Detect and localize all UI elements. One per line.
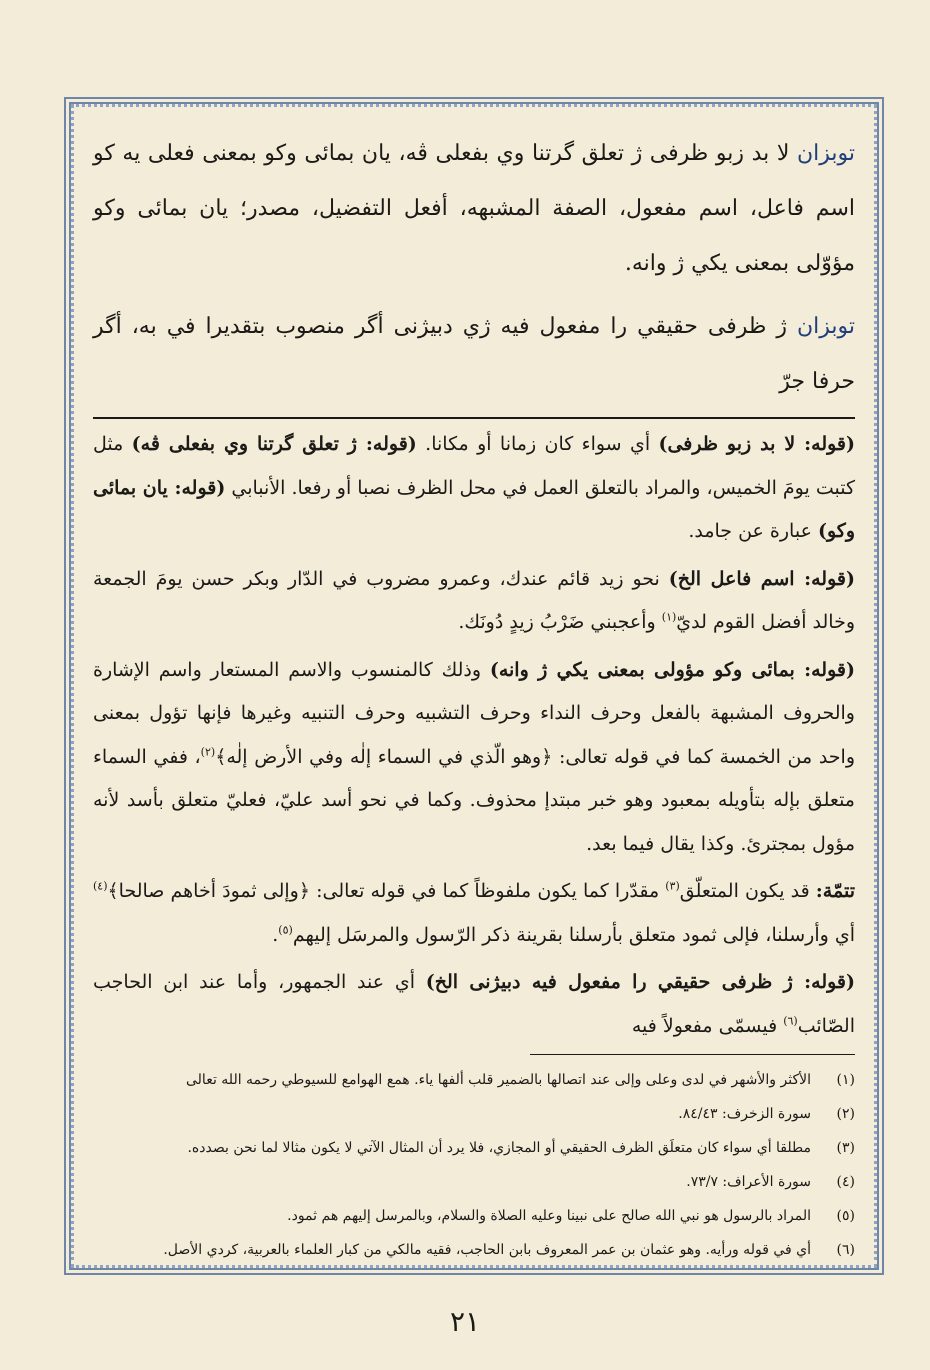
footnote-number: (٦) <box>836 1242 855 1258</box>
footnote-number: (٥) <box>836 1208 855 1224</box>
commentary-paragraph-4 <box>93 870 855 957</box>
page-content <box>93 126 856 1258</box>
footnote-text: الأكثر والأشهر في لدى وعلى وإلى عند اتصالها بالضمير قلب ألفها ياء. همع الهوامع للسيوطي رحمه الله تعالى <box>186 1072 811 1088</box>
comment-ref: (قوله: لا بد زبو ظرفى) <box>658 433 856 455</box>
commentary-paragraph-2 <box>93 558 855 645</box>
comment-text: عبارة عن جامد. <box>688 520 818 542</box>
comment-ref: (قوله: اسم فاعل الخ) <box>668 567 855 590</box>
footnote-number: (٢) <box>836 1106 855 1122</box>
footnotes <box>93 1063 855 1267</box>
footnote-number: (٤) <box>836 1174 855 1190</box>
main-paragraph-1 <box>93 126 855 291</box>
commentary-paragraph-3 <box>93 649 855 867</box>
footnote-marker[interactable]: (٦) <box>783 1014 798 1028</box>
comment-ref: (قوله: يان بمائى وكو) <box>93 476 855 542</box>
footnote-item <box>93 1165 855 1199</box>
comment-text: قد يكون المتعلّق <box>679 880 816 902</box>
comment-text: فيسمّى مفعولاً فيه <box>631 1014 784 1037</box>
section-divider <box>93 417 855 419</box>
footnote-number: (٣) <box>836 1140 855 1156</box>
footnote-marker[interactable]: (٢) <box>200 745 216 759</box>
footnote-item <box>93 1233 855 1267</box>
footnote-item <box>93 1199 855 1233</box>
para1-text: لا بد زبو ظرفى ژ تعلق گرتنا وي بفعلى ڤه، يان بمائى وكو بمعنى فعلى يه كو اسم فاعل، اسم مفعول، الصفة المشبهه، أفعل التفضيل، مصدر؛ يان بمائى وكو مؤوّلى بمعنى يكي ژ وانه. <box>93 141 855 276</box>
comment-text: أي وأرسلنا، فإلى ثمود متعلق بأرسلنا بقرينة ذكر الرّسول والمرسَل إليهم <box>292 923 855 946</box>
commentary <box>93 423 855 1048</box>
commentary-paragraph-5 <box>93 961 855 1048</box>
footnote-item <box>93 1097 855 1131</box>
para2-label: توبزان <box>796 314 855 339</box>
footnote-marker[interactable]: (١) <box>661 610 677 624</box>
comment-text: وأعجبني ضَرْبُ زيدٍ دُونَك. <box>458 611 662 633</box>
comment-text: وذلك كالمنسوب والاسم المستعار واسم الإشارة والحروف المشبهة بالفعل وحرف النداء وحرف التشبيه وحرف التنبيه وغيرها فإنها تؤول بمعنى واحد من الخمسة كما في قوله تعالى: ﴿وهو الّذي في السماء إلٰه وفي الأرض إلٰه﴾ <box>93 658 855 768</box>
footnote-text: سورة الأعراف: ٧٣/٧. <box>686 1174 811 1190</box>
comment-ref: (قوله: ژ تعلق گرتنا وي بفعلى ڤه) <box>131 433 417 455</box>
footnote-text: أي في قوله ورأيه. وهو عثمان بن عمر المعروف بابن الحاجب، فقيه مالكي من كبار العلماء بالعربية، كردي الأصل. <box>163 1242 811 1258</box>
main-paragraph-2 <box>93 299 855 409</box>
comment-ref: (قوله: ژ ظرفى حقيقي را مفعول فيه دبيژنى الخ) <box>425 971 856 993</box>
comment-text: مقدّرا كما يكون ملفوظاً كما في قوله تعالى: ﴿وإلى ثمودَ أخاهم صالحا﴾ <box>107 880 666 902</box>
footnote-number: (١) <box>836 1072 855 1088</box>
comment-ref: تتمّة: <box>815 880 856 902</box>
footnote-item <box>93 1131 855 1165</box>
para1-label: توبزان <box>796 141 855 166</box>
footnote-marker[interactable]: (٤) <box>93 879 108 893</box>
footnote-marker[interactable]: (٣) <box>665 879 680 893</box>
footnote-item <box>93 1063 855 1097</box>
comment-text: أي عند الجمهور، وأما عند ابن الحاجب الصّائب <box>93 971 855 1037</box>
footnote-text: مطلقا أي سواء كان متعلَق الظرف الحقيقي أو المجازي، فلا يرد أن المثال الآتي لا يكون مثالا لما نحن بصدده. <box>187 1140 811 1156</box>
comment-text: نحو زيد قائم عندك، وعمرو مضروب في الدّار وبكر حسن يومَ الجمعة وخالد أفضل القوم لديّ <box>93 567 855 633</box>
page-frame <box>64 97 884 1275</box>
comment-text: مثل كتبت يومَ الخميس، والمراد بالتعلق العمل في محل الظرف نصبا أو رفعا. الأنبابي <box>93 433 855 499</box>
footnote-marker[interactable]: (٥) <box>278 923 293 937</box>
page-number: ٢١ <box>449 1305 481 1338</box>
footnote-text: سورة الزخرف: ٨٤/٤٣. <box>678 1106 811 1122</box>
footnote-text: المراد بالرسول هو نبي الله صالح على نبينا وعليه الصلاة والسلام، وبالمرسل إليهم هم ثمود. <box>287 1208 811 1224</box>
para2-text: ژ ظرفى حقيقي را مفعول فيه ژي دبيژنى أگر منصوب بتقديرا في به، أگر حرفا جرّ <box>93 314 855 394</box>
comment-text: . <box>272 923 279 946</box>
comment-ref: (قوله: بمائى وكو مؤولى بمعنى يكي ژ وانه) <box>489 658 855 681</box>
commentary-paragraph-1 <box>93 423 855 554</box>
main-text <box>93 126 855 409</box>
footnote-divider <box>530 1054 855 1055</box>
comment-text: ، ففي السماء متعلق بإله بتأويله بمعبود وهو خبر مبتدإ محذوف. وكما في نحو أسد عليّ، فعليّ متعلق بأسد لأنه مؤول بمجترئ. وكذا يقال فيما بعد. <box>93 745 855 855</box>
comment-text: أي سواء كان زمانا أو مكانا. <box>416 433 659 455</box>
